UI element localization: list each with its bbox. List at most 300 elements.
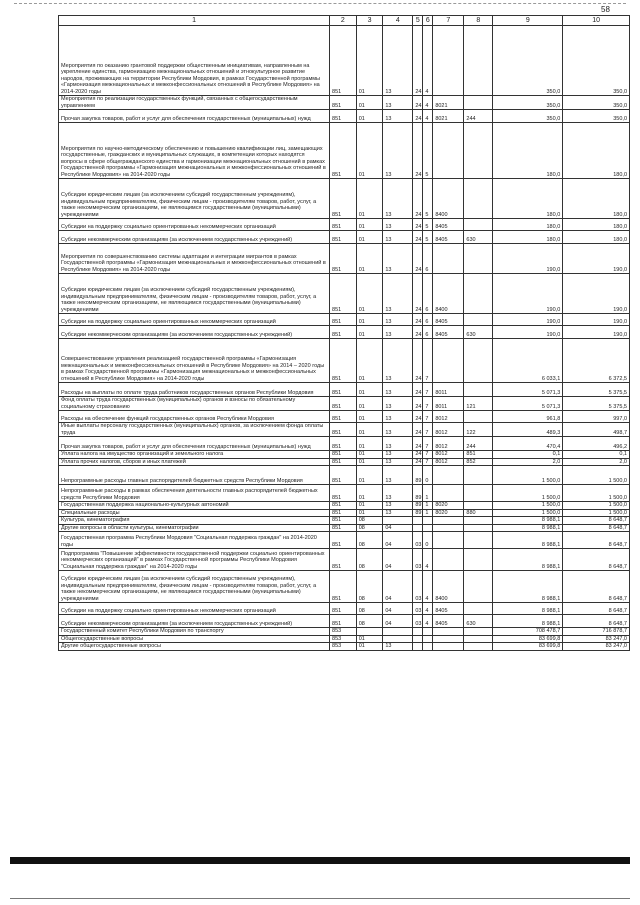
section-cell: 01 bbox=[356, 423, 383, 437]
amount-2016-cell: 8 648,7 bbox=[563, 517, 630, 525]
amount-2015-cell: 350,0 bbox=[493, 26, 563, 96]
ministry-code-cell: 851 bbox=[330, 509, 357, 517]
program-cell: 03 bbox=[413, 615, 423, 628]
subprogram-cell: 7 bbox=[423, 423, 433, 437]
amount-2016-cell: 1 500,0 bbox=[563, 502, 630, 510]
section-cell: 01 bbox=[356, 326, 383, 339]
ministry-code-cell: 851 bbox=[330, 571, 357, 603]
scan-bottom-line bbox=[10, 898, 630, 899]
ministry-code-cell: 851 bbox=[330, 458, 357, 466]
expense-type-cell bbox=[464, 314, 493, 326]
amount-2015-cell: 470,4 bbox=[493, 437, 563, 451]
description-cell: Расходы на выплаты по оплате труда работников государственных органов Республики Мордовия bbox=[59, 383, 330, 397]
program-cell: 24 bbox=[413, 96, 423, 110]
subsection-cell: 13 bbox=[383, 244, 413, 274]
target-item-cell: 8012 bbox=[433, 437, 464, 451]
amount-2016-cell: 180,0 bbox=[563, 179, 630, 219]
amount-2015-cell: 489,3 bbox=[493, 423, 563, 437]
description-cell: Субсидии юридическим лицам (за исключением субсидий государственным учреждениям), индивидуальным предпринимателям, физическим лицам - производителям товаров, работ, услуг, а также некоммерческим организациям, не являющимся государственными (муниципальными) учреждениями bbox=[59, 274, 330, 314]
section-cell: 01 bbox=[356, 509, 383, 517]
table-row bbox=[59, 458, 630, 466]
section-cell: 01 bbox=[356, 397, 383, 411]
ministry-code-cell: 851 bbox=[330, 517, 357, 525]
description-cell: Мероприятия по реализации государственных функций, связанных с общегосударственным управлением bbox=[59, 96, 330, 110]
table-row bbox=[59, 219, 630, 231]
program-cell: 24 bbox=[413, 26, 423, 96]
subprogram-cell: 7 bbox=[423, 437, 433, 451]
subsection-cell: 13 bbox=[383, 502, 413, 510]
subprogram-cell: 6 bbox=[423, 326, 433, 339]
expense-type-cell bbox=[464, 517, 493, 525]
target-item-cell bbox=[433, 244, 464, 274]
subprogram-cell: 4 bbox=[423, 110, 433, 123]
description-cell: Общегосударственные вопросы bbox=[59, 635, 330, 643]
program-cell: 03 bbox=[413, 571, 423, 603]
subprogram-cell: 5 bbox=[423, 123, 433, 179]
subprogram-cell: 5 bbox=[423, 219, 433, 231]
target-item-cell: 8405 bbox=[433, 326, 464, 339]
subprogram-cell: 6 bbox=[423, 314, 433, 326]
table-row bbox=[59, 244, 630, 274]
description-cell: Мероприятия по оказанию грантовой поддержки общественным инициативам, направленным на укрепление единства, гармонизацию межнациональных отношений и этнокультурное развитие народов, проживающих на территории Республики Мордовия, в рамках Государственной программы «Гармонизация межнациональных и межконфессиональных отношений в Республике Мордовия» на 2014-2020 годы bbox=[59, 26, 330, 96]
target-item-cell bbox=[433, 532, 464, 549]
program-cell bbox=[413, 635, 423, 643]
target-item-cell: 8011 bbox=[433, 397, 464, 411]
amount-2016-cell: 0,1 bbox=[563, 451, 630, 459]
ministry-code-cell: 851 bbox=[330, 524, 357, 532]
amount-2016-cell: 190,0 bbox=[563, 326, 630, 339]
section-cell: 01 bbox=[356, 458, 383, 466]
expense-type-cell: 244 bbox=[464, 437, 493, 451]
description-cell: Государственная поддержка национально-культурных автономий bbox=[59, 502, 330, 510]
target-item-cell bbox=[433, 466, 464, 485]
expense-type-cell bbox=[464, 179, 493, 219]
description-cell: Уплата прочих налогов, сборов и иных платежей bbox=[59, 458, 330, 466]
subsection-cell: 13 bbox=[383, 274, 413, 314]
subprogram-cell: 4 bbox=[423, 26, 433, 96]
description-cell: Субсидии некоммерческим организациям (за исключением государственных учреждений) bbox=[59, 326, 330, 339]
ministry-code-cell: 851 bbox=[330, 383, 357, 397]
ministry-code-cell: 851 bbox=[330, 110, 357, 123]
subsection-cell: 13 bbox=[383, 96, 413, 110]
amount-2016-cell: 496,2 bbox=[563, 437, 630, 451]
column-header: 7 bbox=[433, 16, 464, 26]
expense-type-cell bbox=[464, 339, 493, 383]
expense-type-cell bbox=[464, 502, 493, 510]
section-cell: 01 bbox=[356, 411, 383, 423]
ministry-code-cell: 851 bbox=[330, 502, 357, 510]
amount-2016-cell: 2,0 bbox=[563, 458, 630, 466]
expense-type-cell bbox=[464, 26, 493, 96]
ministry-code-cell: 853 bbox=[330, 643, 357, 651]
table-row bbox=[59, 571, 630, 603]
description-cell: Фонд оплаты труда государственных (муниципальных) органов и взносы по обязательному социальному страхованию bbox=[59, 397, 330, 411]
amount-2016-cell: 8 648,7 bbox=[563, 571, 630, 603]
subsection-cell: 13 bbox=[383, 179, 413, 219]
table-row bbox=[59, 485, 630, 502]
expense-type-cell: 630 bbox=[464, 615, 493, 628]
description-cell: Совершенствование управления реализацией государственной программы «Гармонизация межнациональных и межконфессиональных отношений в Республике Мордовия» на 2014 – 2020 годы в рамках Государственной программы «Гармонизация межнациональных и межконфессиональных отношений в Республике Мордовия» на 2014-2020 годы bbox=[59, 339, 330, 383]
program-cell: 89 bbox=[413, 502, 423, 510]
target-item-cell: 8020 bbox=[433, 502, 464, 510]
program-cell: 24 bbox=[413, 179, 423, 219]
description-cell: Другие вопросы в области культуры, кинематографии bbox=[59, 524, 330, 532]
column-header: 5 bbox=[413, 16, 423, 26]
amount-2016-cell: 8 648,7 bbox=[563, 603, 630, 615]
description-cell: Другие общегосударственные вопросы bbox=[59, 643, 330, 651]
table-row bbox=[59, 466, 630, 485]
program-cell: 89 bbox=[413, 509, 423, 517]
subprogram-cell: 4 bbox=[423, 571, 433, 603]
subprogram-cell bbox=[423, 643, 433, 651]
program-cell: 03 bbox=[413, 603, 423, 615]
ministry-code-cell: 851 bbox=[330, 423, 357, 437]
amount-2016-cell: 1 500,0 bbox=[563, 485, 630, 502]
description-cell: Субсидии юридическим лицам (за исключением субсидий государственным учреждениям), индивидуальным предпринимателям, физическим лицам - производителям товаров, работ, услуг, а также некоммерческим организациям, не являющимся государственными (муниципальными) учреждениями bbox=[59, 179, 330, 219]
target-item-cell bbox=[433, 517, 464, 525]
program-cell bbox=[413, 524, 423, 532]
ministry-code-cell: 851 bbox=[330, 26, 357, 96]
program-cell: 89 bbox=[413, 466, 423, 485]
amount-2015-cell: 6 033,1 bbox=[493, 339, 563, 383]
amount-2015-cell: 180,0 bbox=[493, 231, 563, 244]
table-row bbox=[59, 437, 630, 451]
subsection-cell bbox=[383, 517, 413, 525]
ministry-code-cell: 851 bbox=[330, 451, 357, 459]
expense-type-cell bbox=[464, 219, 493, 231]
subsection-cell: 13 bbox=[383, 437, 413, 451]
description-cell: Государственная программа Республики Мордовия "Социальная поддержка граждан" на 2014-2020 годы bbox=[59, 532, 330, 549]
target-item-cell: 8012 bbox=[433, 458, 464, 466]
ministry-code-cell: 851 bbox=[330, 485, 357, 502]
amount-2015-cell: 5 071,3 bbox=[493, 397, 563, 411]
description-cell: Уплата налога на имущество организаций и земельного налога bbox=[59, 451, 330, 459]
target-item-cell: 8405 bbox=[433, 231, 464, 244]
program-cell bbox=[413, 643, 423, 651]
section-cell: 01 bbox=[356, 466, 383, 485]
table-row bbox=[59, 549, 630, 571]
amount-2015-cell: 350,0 bbox=[493, 110, 563, 123]
table-row bbox=[59, 26, 630, 96]
ministry-code-cell: 851 bbox=[330, 314, 357, 326]
description-cell: Непрограммные расходы главных распорядителей бюджетных средств Республики Мордовия bbox=[59, 466, 330, 485]
amount-2016-cell: 180,0 bbox=[563, 219, 630, 231]
column-header: 9 bbox=[493, 16, 563, 26]
ministry-code-cell: 851 bbox=[330, 532, 357, 549]
amount-2015-cell: 190,0 bbox=[493, 244, 563, 274]
target-item-cell bbox=[433, 635, 464, 643]
target-item-cell bbox=[433, 123, 464, 179]
subprogram-cell bbox=[423, 517, 433, 525]
section-cell: 01 bbox=[356, 244, 383, 274]
program-cell: 03 bbox=[413, 549, 423, 571]
program-cell: 03 bbox=[413, 532, 423, 549]
subprogram-cell bbox=[423, 524, 433, 532]
subsection-cell: 04 bbox=[383, 524, 413, 532]
ministry-code-cell: 851 bbox=[330, 123, 357, 179]
target-item-cell: 8400 bbox=[433, 571, 464, 603]
target-item-cell: 8405 bbox=[433, 603, 464, 615]
amount-2015-cell: 8 988,1 bbox=[493, 524, 563, 532]
budget-table bbox=[58, 15, 630, 651]
section-cell: 01 bbox=[356, 96, 383, 110]
subsection-cell bbox=[383, 628, 413, 636]
target-item-cell bbox=[433, 549, 464, 571]
subsection-cell: 13 bbox=[383, 339, 413, 383]
amount-2016-cell: 498,7 bbox=[563, 423, 630, 437]
expense-type-cell bbox=[464, 383, 493, 397]
expense-type-cell bbox=[464, 485, 493, 502]
amount-2015-cell: 708 478,7 bbox=[493, 628, 563, 636]
section-cell bbox=[356, 628, 383, 636]
column-header: 10 bbox=[563, 16, 630, 26]
section-cell: 08 bbox=[356, 517, 383, 525]
table-row bbox=[59, 231, 630, 244]
subsection-cell: 13 bbox=[383, 314, 413, 326]
subprogram-cell: 0 bbox=[423, 466, 433, 485]
amount-2015-cell: 8 988,1 bbox=[493, 603, 563, 615]
amount-2015-cell: 83 699,8 bbox=[493, 635, 563, 643]
expense-type-cell: 852 bbox=[464, 458, 493, 466]
program-cell bbox=[413, 628, 423, 636]
ministry-code-cell: 851 bbox=[330, 339, 357, 383]
target-item-cell: 8020 bbox=[433, 509, 464, 517]
program-cell: 24 bbox=[413, 314, 423, 326]
expense-type-cell: 121 bbox=[464, 397, 493, 411]
subsection-cell: 13 bbox=[383, 219, 413, 231]
table-row bbox=[59, 339, 630, 383]
expense-type-cell bbox=[464, 532, 493, 549]
program-cell: 24 bbox=[413, 437, 423, 451]
table-row bbox=[59, 314, 630, 326]
expense-type-cell bbox=[464, 466, 493, 485]
description-cell: Специальные расходы bbox=[59, 509, 330, 517]
program-cell: 24 bbox=[413, 274, 423, 314]
expense-type-cell bbox=[464, 96, 493, 110]
description-cell: Непрограммные расходы в рамках обеспечения деятельности главных распорядителей бюджетных средств Республики Мордовия bbox=[59, 485, 330, 502]
amount-2015-cell: 1 500,0 bbox=[493, 466, 563, 485]
amount-2015-cell: 5 071,3 bbox=[493, 383, 563, 397]
column-header: 8 bbox=[464, 16, 493, 26]
description-cell: Прочая закупка товаров, работ и услуг для обеспечения государственных (муниципальных) нужд bbox=[59, 110, 330, 123]
amount-2016-cell: 190,0 bbox=[563, 314, 630, 326]
target-item-cell bbox=[433, 485, 464, 502]
scan-bottom-bar bbox=[10, 857, 630, 864]
table-row bbox=[59, 502, 630, 510]
ministry-code-cell: 851 bbox=[330, 219, 357, 231]
expense-type-cell: 630 bbox=[464, 231, 493, 244]
program-cell: 24 bbox=[413, 123, 423, 179]
column-header: 6 bbox=[423, 16, 433, 26]
target-item-cell: 8012 bbox=[433, 423, 464, 437]
description-cell: Мероприятия по научно-методическому обеспечению и повышению квалификации лиц, замещающих государственные, гражданских и муниципальных служащих, в компетенции которых находятся вопросы в сфере общегражданского единства и гармонизации межнациональных отношений в рамках Государственной программы «Гармонизация межнациональных и межконфессиональных отношений в Республике Мордовия» на 2014-2020 годы bbox=[59, 123, 330, 179]
program-cell: 24 bbox=[413, 423, 423, 437]
table-row bbox=[59, 532, 630, 549]
expense-type-cell bbox=[464, 274, 493, 314]
subprogram-cell: 0 bbox=[423, 532, 433, 549]
amount-2016-cell: 180,0 bbox=[563, 231, 630, 244]
table-row bbox=[59, 423, 630, 437]
program-cell: 24 bbox=[413, 231, 423, 244]
subprogram-cell bbox=[423, 635, 433, 643]
amount-2016-cell: 5 375,5 bbox=[563, 383, 630, 397]
target-item-cell: 8021 bbox=[433, 110, 464, 123]
target-item-cell: 8400 bbox=[433, 274, 464, 314]
table-row bbox=[59, 628, 630, 636]
section-cell: 08 bbox=[356, 532, 383, 549]
column-header: 3 bbox=[356, 16, 383, 26]
description-cell: Подпрограмма "Повышение эффективности государственной поддержки социально ориентированных некоммерческих организаций" в рамках Государственной программы Республики Мордовия "Социальная поддержка граждан" на 2014-2020 годы bbox=[59, 549, 330, 571]
subprogram-cell: 5 bbox=[423, 231, 433, 244]
target-item-cell: 8011 bbox=[433, 383, 464, 397]
amount-2015-cell: 8 988,1 bbox=[493, 571, 563, 603]
subprogram-cell: 1 bbox=[423, 485, 433, 502]
ministry-code-cell: 851 bbox=[330, 96, 357, 110]
subprogram-cell: 5 bbox=[423, 179, 433, 219]
subprogram-cell: 7 bbox=[423, 383, 433, 397]
target-item-cell: 8405 bbox=[433, 219, 464, 231]
expense-type-cell: 244 bbox=[464, 110, 493, 123]
program-cell: 24 bbox=[413, 451, 423, 459]
expense-type-cell bbox=[464, 549, 493, 571]
table-row bbox=[59, 615, 630, 628]
table-row bbox=[59, 517, 630, 525]
program-cell: 24 bbox=[413, 326, 423, 339]
amount-2015-cell: 1 500,0 bbox=[493, 502, 563, 510]
section-cell: 01 bbox=[356, 123, 383, 179]
description-cell: Субсидии некоммерческим организациям (за исключением государственных учреждений) bbox=[59, 231, 330, 244]
table-row bbox=[59, 643, 630, 651]
expense-type-cell bbox=[464, 411, 493, 423]
expense-type-cell bbox=[464, 244, 493, 274]
expense-type-cell bbox=[464, 123, 493, 179]
ministry-code-cell: 851 bbox=[330, 549, 357, 571]
expense-type-cell: 880 bbox=[464, 509, 493, 517]
subsection-cell: 13 bbox=[383, 326, 413, 339]
program-cell: 24 bbox=[413, 383, 423, 397]
subsection-cell: 04 bbox=[383, 603, 413, 615]
subsection-cell: 13 bbox=[383, 397, 413, 411]
expense-type-cell bbox=[464, 643, 493, 651]
amount-2016-cell: 190,0 bbox=[563, 244, 630, 274]
description-cell: Субсидии на поддержку социально ориентированных некоммерческих организаций bbox=[59, 219, 330, 231]
description-cell: Субсидии некоммерческим организациям (за исключением государственных учреждений) bbox=[59, 615, 330, 628]
table-row bbox=[59, 397, 630, 411]
subprogram-cell: 6 bbox=[423, 244, 433, 274]
table-row bbox=[59, 524, 630, 532]
table-header-row bbox=[59, 16, 630, 26]
description-cell: Субсидии на поддержку социально ориентированных некоммерческих организаций bbox=[59, 314, 330, 326]
amount-2016-cell: 350,0 bbox=[563, 96, 630, 110]
subprogram-cell: 7 bbox=[423, 411, 433, 423]
program-cell: 24 bbox=[413, 244, 423, 274]
amount-2015-cell: 8 988,1 bbox=[493, 532, 563, 549]
amount-2015-cell: 8 988,1 bbox=[493, 549, 563, 571]
expense-type-cell bbox=[464, 635, 493, 643]
subprogram-cell: 4 bbox=[423, 96, 433, 110]
expense-type-cell bbox=[464, 603, 493, 615]
expense-type-cell bbox=[464, 571, 493, 603]
subsection-cell: 13 bbox=[383, 123, 413, 179]
section-cell: 01 bbox=[356, 485, 383, 502]
amount-2015-cell: 180,0 bbox=[493, 123, 563, 179]
subsection-cell: 13 bbox=[383, 458, 413, 466]
subsection-cell: 13 bbox=[383, 110, 413, 123]
subprogram-cell: 1 bbox=[423, 502, 433, 510]
amount-2016-cell: 180,0 bbox=[563, 123, 630, 179]
description-cell: Прочая закупка товаров, работ и услуг для обеспечения государственных (муниципальных) нужд bbox=[59, 437, 330, 451]
subprogram-cell: 4 bbox=[423, 603, 433, 615]
expense-type-cell bbox=[464, 628, 493, 636]
subsection-cell: 13 bbox=[383, 411, 413, 423]
ministry-code-cell: 851 bbox=[330, 466, 357, 485]
program-cell: 24 bbox=[413, 219, 423, 231]
program-cell: 24 bbox=[413, 397, 423, 411]
program-cell: 24 bbox=[413, 411, 423, 423]
amount-2016-cell: 1 500,0 bbox=[563, 509, 630, 517]
table-row bbox=[59, 123, 630, 179]
amount-2015-cell: 190,0 bbox=[493, 326, 563, 339]
section-cell: 08 bbox=[356, 549, 383, 571]
subsection-cell: 04 bbox=[383, 615, 413, 628]
amount-2016-cell: 190,0 bbox=[563, 274, 630, 314]
subsection-cell: 13 bbox=[383, 423, 413, 437]
subprogram-cell: 4 bbox=[423, 615, 433, 628]
amount-2015-cell: 0,1 bbox=[493, 451, 563, 459]
program-cell: 24 bbox=[413, 339, 423, 383]
subprogram-cell: 7 bbox=[423, 339, 433, 383]
section-cell: 08 bbox=[356, 571, 383, 603]
target-item-cell: 8021 bbox=[433, 96, 464, 110]
column-header: 4 bbox=[383, 16, 413, 26]
subprogram-cell bbox=[423, 628, 433, 636]
amount-2015-cell: 190,0 bbox=[493, 274, 563, 314]
amount-2016-cell: 8 648,7 bbox=[563, 524, 630, 532]
section-cell: 01 bbox=[356, 179, 383, 219]
ministry-code-cell: 851 bbox=[330, 179, 357, 219]
amount-2016-cell: 997,0 bbox=[563, 411, 630, 423]
section-cell: 01 bbox=[356, 635, 383, 643]
description-cell: Субсидии юридическим лицам (за исключением субсидий государственным учреждениям), индивидуальным предпринимателям, физическим лицам - производителям товаров, работ, услуг, а также некоммерческим организациям, не являющимся государственными (муниципальными) учреждениями bbox=[59, 571, 330, 603]
section-cell: 08 bbox=[356, 603, 383, 615]
subprogram-cell: 7 bbox=[423, 458, 433, 466]
subsection-cell: 13 bbox=[383, 485, 413, 502]
amount-2015-cell: 190,0 bbox=[493, 314, 563, 326]
ministry-code-cell: 853 bbox=[330, 635, 357, 643]
expense-type-cell: 851 bbox=[464, 451, 493, 459]
program-cell: 24 bbox=[413, 458, 423, 466]
amount-2015-cell: 350,0 bbox=[493, 96, 563, 110]
amount-2016-cell: 6 372,5 bbox=[563, 339, 630, 383]
section-cell: 01 bbox=[356, 383, 383, 397]
target-item-cell bbox=[433, 339, 464, 383]
amount-2016-cell: 1 500,0 bbox=[563, 466, 630, 485]
subprogram-cell: 7 bbox=[423, 397, 433, 411]
section-cell: 01 bbox=[356, 643, 383, 651]
amount-2016-cell: 83 247,0 bbox=[563, 635, 630, 643]
table-row bbox=[59, 509, 630, 517]
amount-2015-cell: 180,0 bbox=[493, 179, 563, 219]
expense-type-cell: 122 bbox=[464, 423, 493, 437]
subsection-cell: 04 bbox=[383, 571, 413, 603]
subsection-cell: 13 bbox=[383, 643, 413, 651]
top-scan-line bbox=[14, 3, 626, 4]
section-cell: 01 bbox=[356, 314, 383, 326]
ministry-code-cell: 851 bbox=[330, 231, 357, 244]
target-item-cell bbox=[433, 643, 464, 651]
table-row bbox=[59, 179, 630, 219]
table-row bbox=[59, 411, 630, 423]
